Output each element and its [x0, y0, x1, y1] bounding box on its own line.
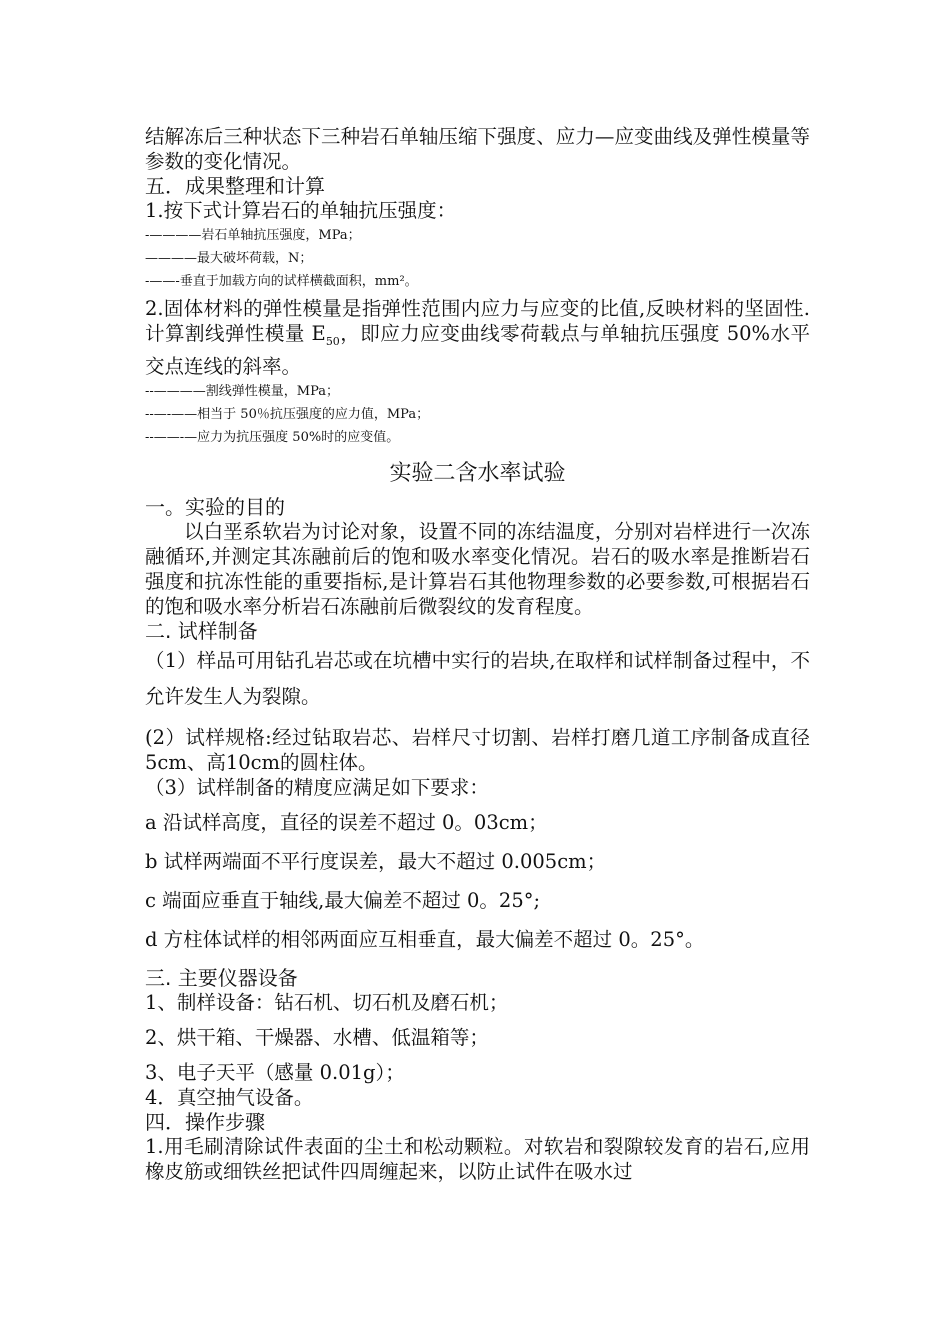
section-5-item-1: 1.按下式计算岩石的单轴抗压强度：: [145, 199, 457, 222]
exp2-equipment-2: 2、烘干箱、干燥器、水槽、低温箱等；: [145, 1025, 489, 1049]
definition-strain: --——-—应力为抗压强度 50%时的应变值。: [145, 429, 400, 445]
item-2-subscript: 50: [325, 334, 340, 348]
exp2-section-2-item-2: (2）试样规格:经过钻取岩芯、岩样尺寸切割、岩样打磨几道工序制备成直径5cm、高10cm的圆柱体。: [145, 725, 810, 774]
exp2-requirement-c: c 端面应垂直于轴线,最大偏差不超过 0。25°;: [145, 888, 541, 912]
exp2-section-1-text: 以白垩系软岩为讨论对象，设置不同的冻结温度，分别对岩样进行一次冻融循环,并测定其冻融前后的饱和吸水率变化情况。岩石的吸水率是推断岩石强度和抗冻性能的重要指标,是计算岩石其他物理参数的必要参数,可根据岩石的饱和吸水率分析岩石冻融前后微裂纹的发育程度。: [145, 519, 810, 618]
definition-load: ————最大破坏荷载，N；: [145, 251, 313, 266]
item-2-text-b: ，即应力应变曲线零荷载点与单轴抗压强度 50%水平交点连线的斜率。: [145, 322, 811, 378]
experiment-2-title: 实验二含水率试验: [389, 460, 566, 486]
exp2-section-3-heading: 三. 主要仪器设备: [145, 965, 298, 990]
section-5-item-2: [145, 296, 810, 379]
intro-paragraph: 结解冻后三种状态下三种岩石单轴压缩下强度、应力—应变曲线及弹性模量等参数的变化情况。: [145, 125, 810, 173]
exp2-equipment-3: 3、电子天平（感量 0.01g）；: [145, 1060, 405, 1084]
exp2-section-1-heading: 一。实验的目的: [145, 494, 285, 519]
exp2-requirement-a: a 沿试样高度，直径的误差不超过 0。03cm；: [145, 810, 548, 834]
definition-strength: -————岩石单轴抗压强度，MPa；: [145, 228, 361, 243]
definition-area: -——-垂直于加载方向的试样横截面积，mm²。: [145, 274, 418, 289]
exp2-equipment-1: 1、制样设备：钻石机、切石机及磨石机；: [145, 990, 509, 1014]
exp2-requirement-b: b 试样两端面不平行度误差，最大不超过 0.005cm；: [145, 849, 607, 873]
item-2-text-a: 2.固体材料的弹性模量是指弹性范围内应力与应变的比值,反映材料的坚固性.计算割线弹性模量 E: [145, 297, 810, 345]
definition-stress: --—-——相当于 50％抗压强度的应力值，MPa；: [145, 406, 430, 422]
exp2-section-2-heading: 二. 试样制备: [145, 618, 258, 643]
exp2-section-4-heading: 四．操作步骤: [145, 1109, 265, 1134]
exp2-equipment-4: 4．真空抽气设备。: [145, 1085, 314, 1109]
section-5-heading: 五．成果整理和计算: [145, 174, 325, 198]
exp2-section-2-item-3: （3）试样制备的精度应满足如下要求：: [145, 775, 489, 799]
definition-modulus: --————割线弹性模量，MPa；: [145, 383, 340, 399]
exp2-step-1: 1.用毛刷清除试件表面的尘土和松动颗粒。对软岩和裂隙较发育的岩石,应用橡皮筋或细铁丝把试件四周缠起来，以防止试件在吸水过: [145, 1134, 810, 1183]
document-page: [145, 124, 810, 1184]
exp2-requirement-d: d 方柱体试样的相邻两面应互相垂直，最大偏差不超过 0。25°。: [145, 927, 705, 951]
exp2-section-2-item-1: （1）样品可用钻孔岩芯或在坑槽中实行的岩块,在取样和试样制备过程中，不允许发生人为裂隙。: [145, 648, 810, 708]
